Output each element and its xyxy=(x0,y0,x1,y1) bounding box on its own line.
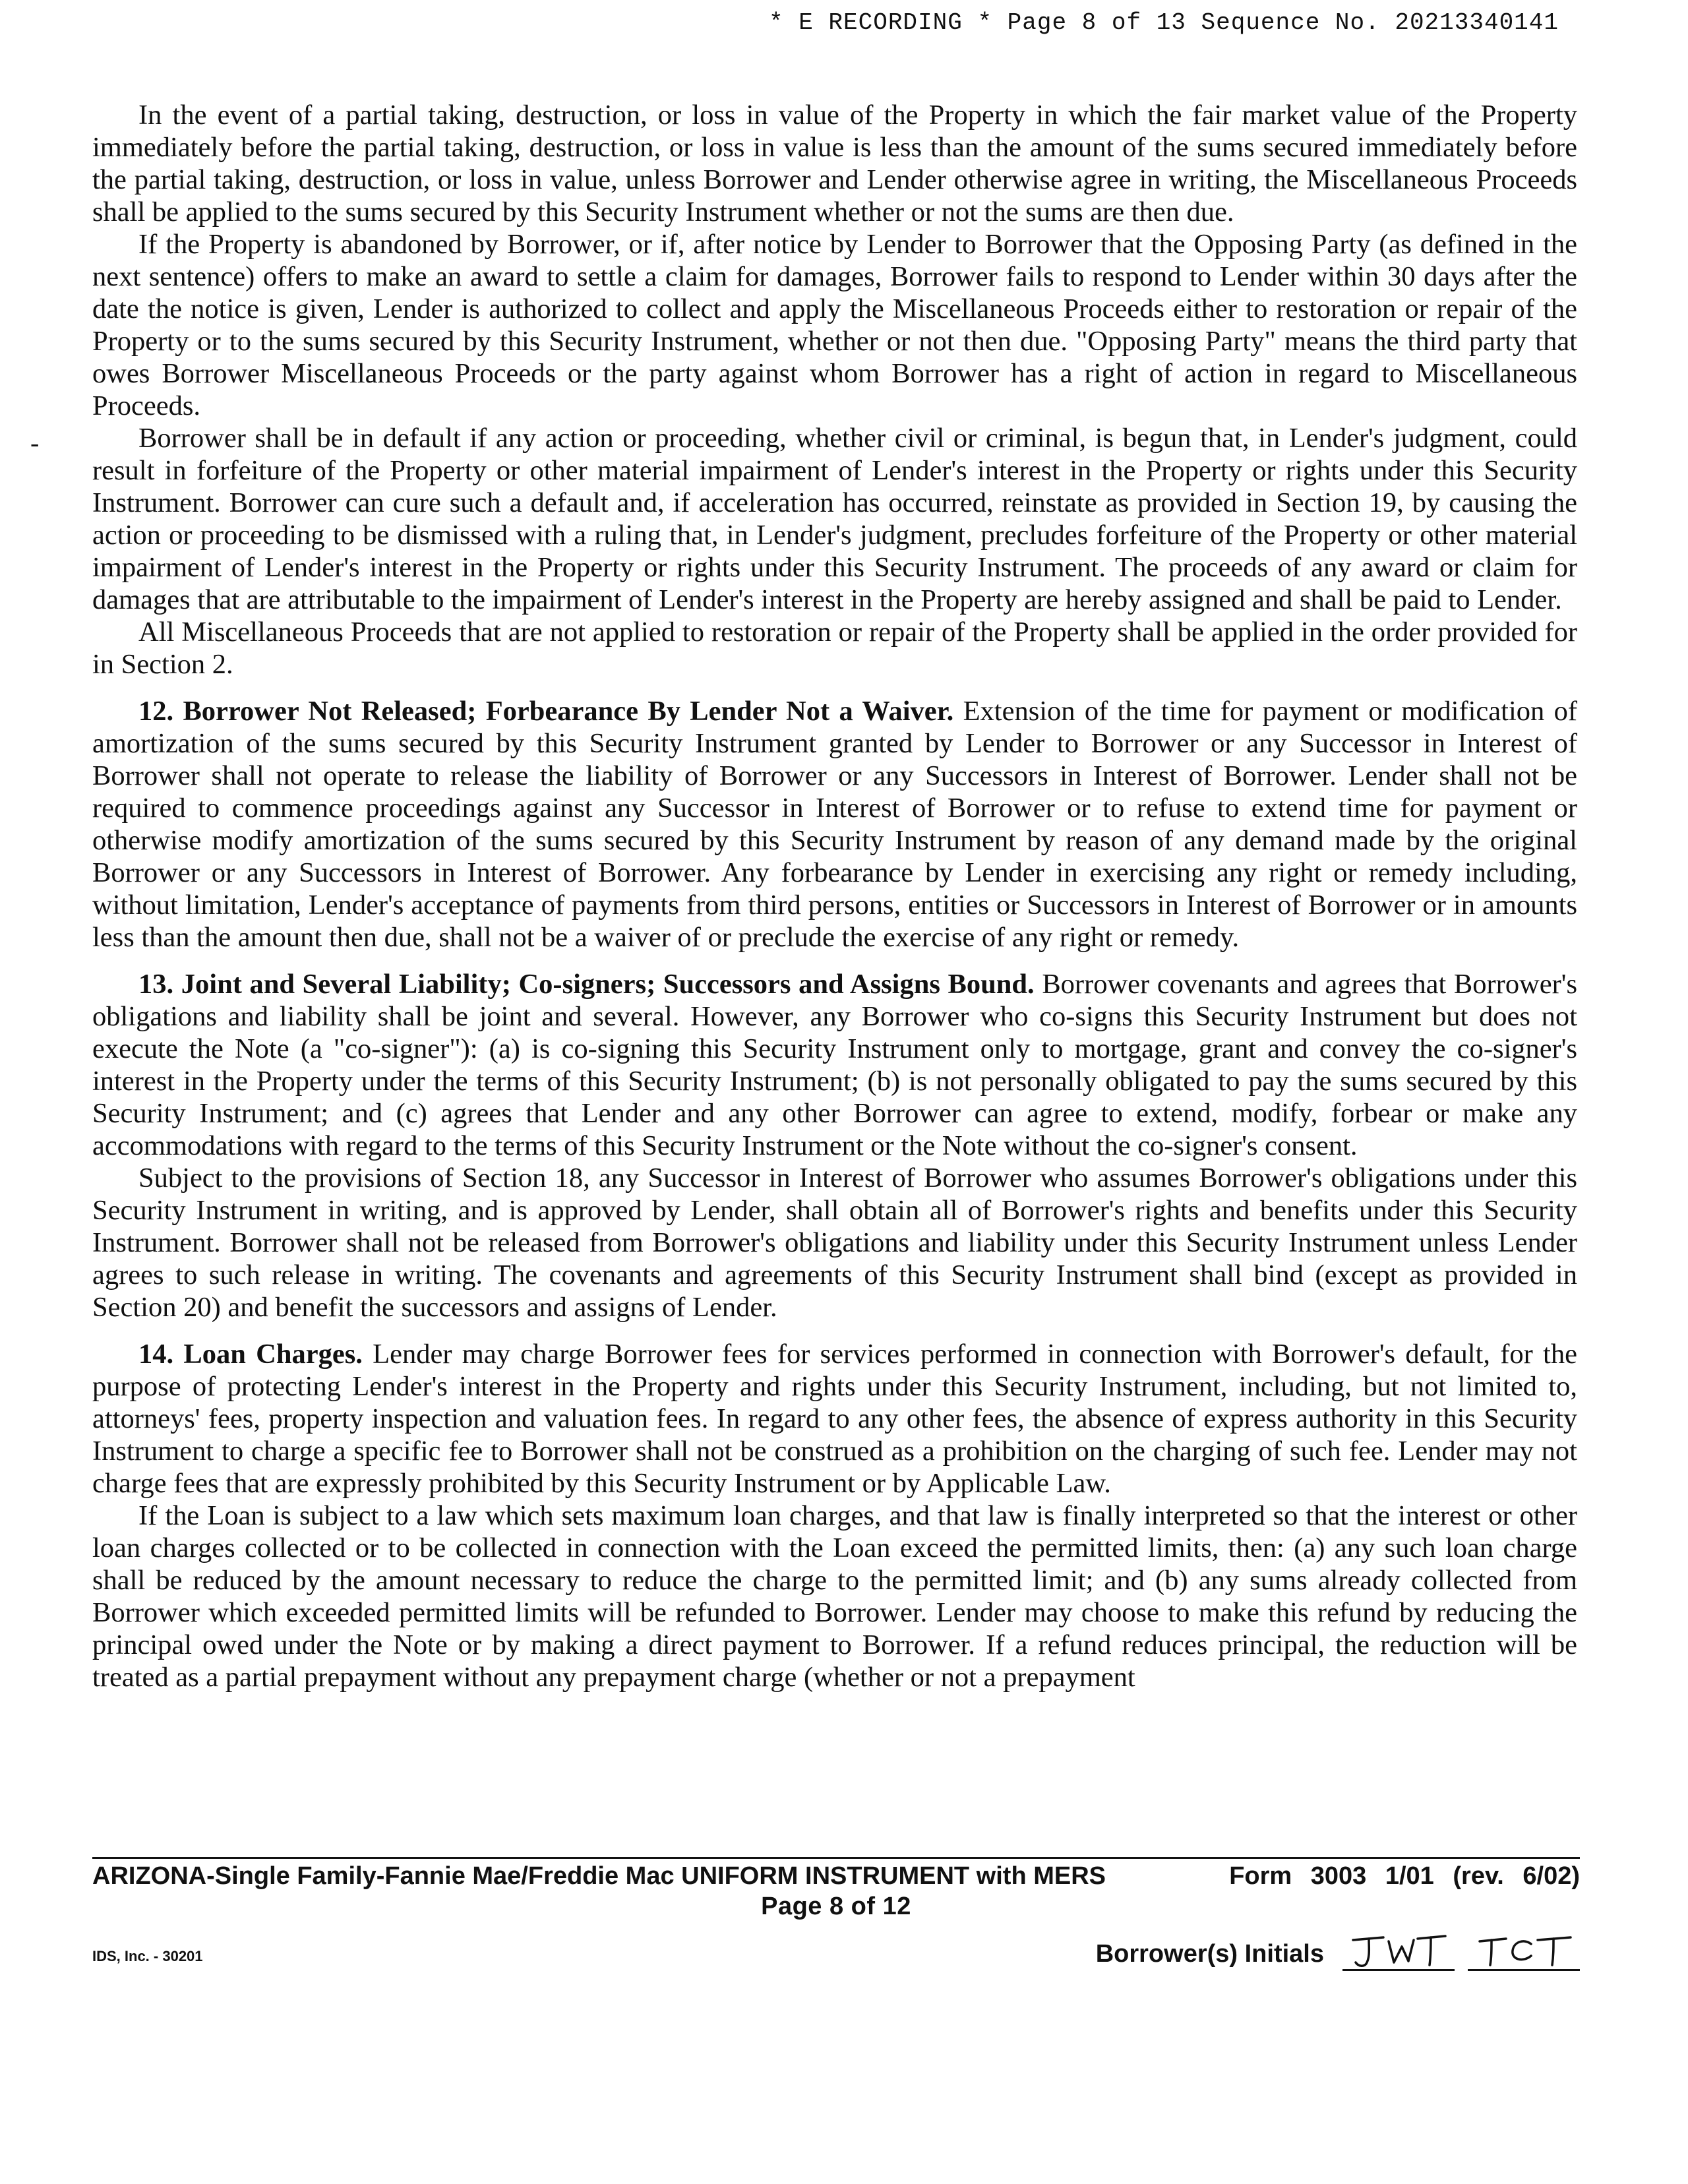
paragraph-partial-taking: In the event of a partial taking, destruction, or loss in value of the Property in which the fair market value of the Property immediately before the partial taking, destruction, or loss in value is less than the amount of the sums secured immediately before the partial taking, destruction, or loss in value, unless Borrower and Lender otherwise agree in writing, the Miscellaneous Proceeds shall be applied to the sums secured by this Security Instrument whether or not the sums are then due. xyxy=(92,100,1577,228)
footer-divider xyxy=(92,1857,1580,1859)
paragraph-abandoned-property: If the Property is abandoned by Borrower, or if, after notice by Lender to Borrower that the Opposing Party (as defined in the next sentence) offers to make an award to settle a claim for damages, Borrower fails to respond to Lender within 30 days after the date the notice is given, Lender is authorized to collect and apply the Miscellaneous Proceeds either to restoration or repair of the Property or to the sums secured by this Security Instrument, whether or not then due. "Opposing Party" means the third party that owes Borrower Miscellaneous Proceeds or the party against whom Borrower has a right of action in regard to Miscellaneous Proceeds. xyxy=(92,229,1577,421)
footer-initials-line xyxy=(92,1931,1580,1977)
margin-mark: - xyxy=(30,428,40,458)
initials-signature-2 xyxy=(1468,1931,1580,1971)
section-12-title: 12. Borrower Not Released; Forbearance By Lender Not a Waiver. xyxy=(138,696,954,727)
borrower-initials xyxy=(1096,1931,1580,1971)
section-13-title: 13. Joint and Several Liability; Co-signers; Successors and Assigns Bound. xyxy=(138,969,1035,1000)
section-12-body: Extension of the time for payment or modification of amortization of the sums secured by this Security Instrument granted by Lender to Borrower or any Successor in Interest of Borrower shall not operate to release the liability of Borrower or any Successors in Interest of Borrower. Lender shall not be required to commence proceedings against any Successor in Interest of Borrower or to refuse to extend time for payment or otherwise modify amortization of the sums secured by this Security Instrument by reason of any demand made by the original Borrower or any Successors in Interest of Borrower. Any forbearance by Lender in exercising any right or remedy including, without limitation, Lender's acceptance of payments from third persons, entities or Successors in Interest of Borrower or in amounts less than the amount then due, shall not be a waiver of or preclude the exercise of any right or remedy. xyxy=(92,696,1577,953)
handwritten-initials-1-icon xyxy=(1349,1932,1448,1969)
section-13 xyxy=(92,968,1577,1162)
paragraph-borrower-default: Borrower shall be in default if any action or proceeding, whether civil or criminal, is begun that, in Lender's judgment, could result in forfeiture of the Property or other material impairment of Lender's interest in the Property or rights under this Security Instrument. Borrower can cure such a default and, if acceleration has occurred, reinstate as provided in Section 19, by causing the action or proceeding to be dismissed with a ruling that, in Lender's judgment, precludes forfeiture of the Property or other material impairment of Lender's interest in the Property or rights under this Security Instrument. The proceeds of any award or claim for damages that are attributable to the impairment of Lender's interest in the Property are hereby assigned and shall be paid to Lender. xyxy=(92,423,1577,615)
paragraph-max-loan-charges: If the Loan is subject to a law which sets maximum loan charges, and that law is finally interpreted so that the interest or other loan charges collected or to be collected in connection with the Loan exceed the permitted limits, then: (a) any such loan charge shall be reduced by the amount necessary to reduce the charge to the permitted limit; and (b) any sums already collected from Borrower which exceeded permitted limits will be refunded to Borrower. Lender may choose to make this refund by reducing the principal owed under the Note or by making a direct payment to Borrower. If a refund reduces principal, the reduction will be treated as a partial prepayment without any prepayment charge (whether or not a prepayment xyxy=(92,1500,1577,1693)
section-14-body: Lender may charge Borrower fees for services performed in connection with Borrower's default, for the purpose of protecting Lender's interest in the Property and rights under this Security Instrument, including, but not limited to, attorneys' fees, property inspection and valuation fees. In regard to any other fees, the absence of express authority in this Security Instrument to charge a specific fee to Borrower shall not be construed as a prohibition on the charging of such fee. Lender may not charge fees that are expressly prohibited by this Security Instrument or by Applicable Law. xyxy=(92,1339,1577,1499)
form-number: Form 3003 1/01 (rev. 6/02) xyxy=(1229,1862,1580,1890)
recording-stamp: * E RECORDING * Page 8 of 13 Sequence No. 20213340141 xyxy=(769,9,1559,36)
initials-signature-1 xyxy=(1342,1931,1455,1971)
ids-form-code: IDS, Inc. - 30201 xyxy=(92,1948,203,1964)
handwritten-initials-2-icon xyxy=(1474,1932,1573,1969)
section-14-title: 14. Loan Charges. xyxy=(138,1339,363,1370)
paragraph-all-misc-proceeds: All Miscellaneous Proceeds that are not applied to restoration or repair of the Property shall be applied in the order provided for in Section 2. xyxy=(92,617,1577,680)
form-title: ARIZONA-Single Family-Fannie Mae/Freddie Mac UNIFORM INSTRUMENT with MERS xyxy=(92,1862,1106,1890)
initials-label: Borrower(s) Initials xyxy=(1095,1940,1324,1968)
page-number: Page 8 of 12 xyxy=(761,1893,911,1920)
section-13-body: Borrower covenants and agrees that Borrower's obligations and liability shall be joint and several. However, any Borrower who co-signs this Security Instrument but does not execute the Note (a "co-signer"): (a) is co-signing this Security Instrument only to mortgage, grant and convey the co-signer's interest in the Property under the terms of this Security Instrument; (b) is not personally obligated to pay the sums secured by this Security Instrument; and (c) agrees that Lender and any other Borrower can agree to extend, modify, forbear or make any accommodations with regard to the terms of this Security Instrument or the Note without the co-signer's consent. xyxy=(92,969,1577,1161)
section-12 xyxy=(92,695,1577,954)
footer-form-line xyxy=(92,1862,1580,1894)
document-body xyxy=(92,99,1577,1693)
paragraph-section-18-successors: Subject to the provisions of Section 18, any Successor in Interest of Borrower who assumes Borrower's obligations under this Security Instrument in writing, and is approved by Lender, shall obtain all of Borrower's rights and benefits under this Security Instrument. Borrower shall not be released from Borrower's obligations and liability under this Security Instrument unless Lender agrees to such release in writing. The covenants and agreements of this Security Instrument shall bind (except as provided in Section 20) and benefit the successors and assigns of Lender. xyxy=(92,1163,1577,1323)
section-14 xyxy=(92,1338,1577,1500)
